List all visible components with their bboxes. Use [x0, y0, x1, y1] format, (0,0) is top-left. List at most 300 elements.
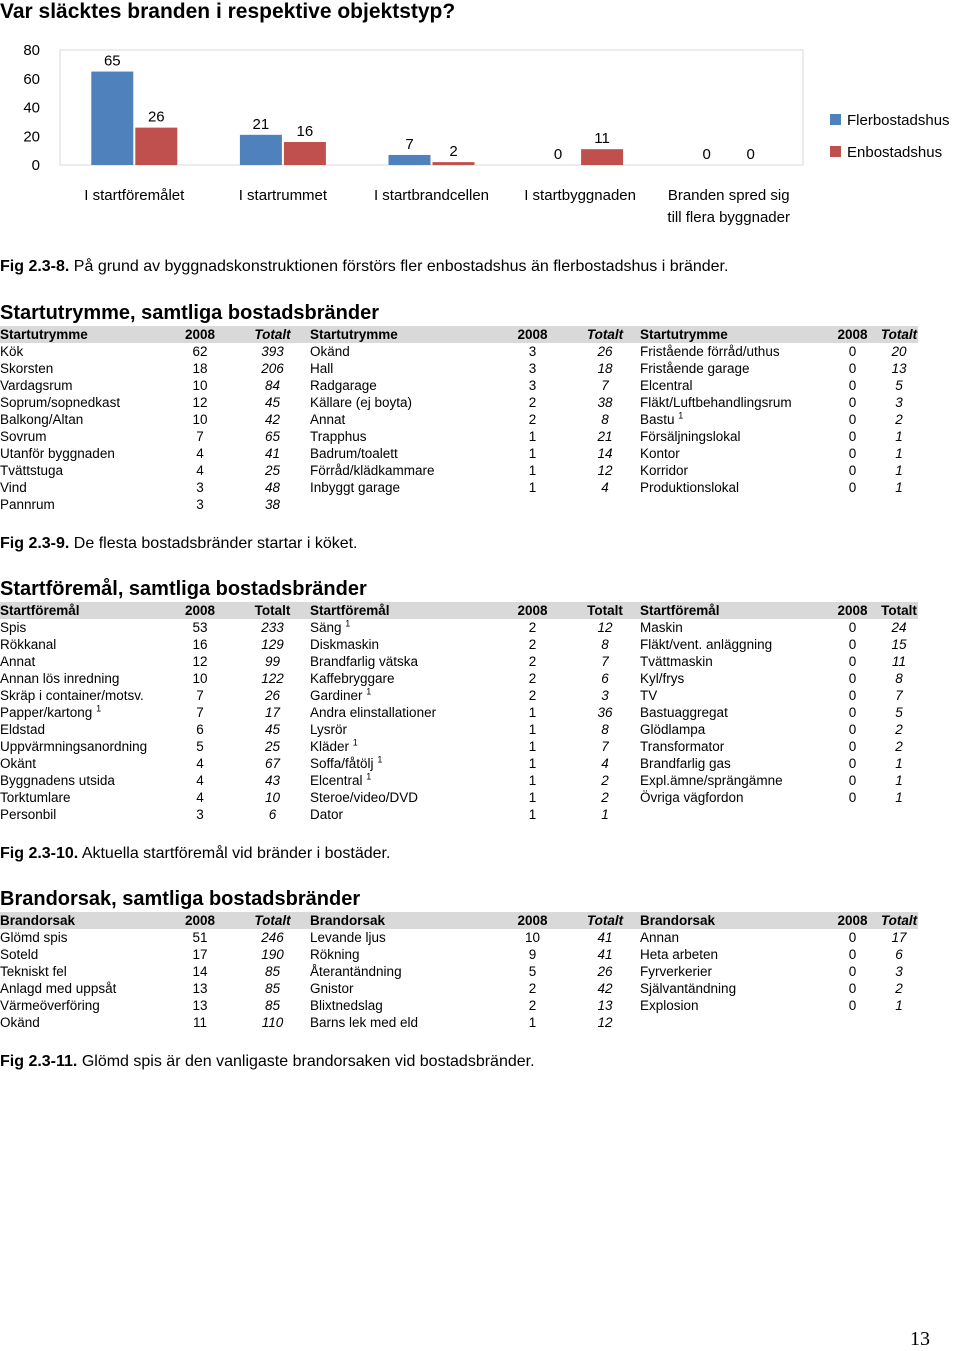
table-cell — [235, 755, 310, 772]
cell-text: Levande ljus — [310, 930, 386, 945]
table-cell — [495, 789, 570, 806]
table-row — [0, 755, 918, 772]
table-cell — [880, 980, 918, 997]
table-startforemal — [0, 602, 918, 823]
table-cell — [310, 394, 495, 411]
table-cell — [640, 1014, 825, 1031]
cell-text: 45 — [264, 395, 281, 410]
cell-text: 2 — [528, 654, 537, 669]
cell-text: Transformator — [640, 739, 725, 754]
table-cell — [880, 479, 918, 496]
cell-text: 12 — [597, 1015, 613, 1030]
cell-text: 110 — [261, 1015, 284, 1030]
table-cell — [880, 721, 918, 738]
table-cell — [570, 360, 640, 377]
table-header-row — [0, 326, 918, 343]
y-tick-label: 20 — [23, 128, 40, 146]
table-cell — [880, 946, 918, 963]
table-cell — [495, 738, 570, 755]
table-cell — [825, 479, 880, 496]
table-cell — [495, 929, 570, 946]
cell-text: 0 — [848, 705, 857, 720]
table-cell — [310, 704, 495, 721]
bar-enbostadshus — [284, 142, 326, 165]
column-header: 2008 — [495, 602, 570, 619]
cell-text: 1 — [528, 446, 537, 461]
table-row — [0, 997, 918, 1014]
column-header: Startutrymme — [310, 326, 495, 343]
figure-label: Fig 2.3-9. — [0, 535, 70, 552]
cell-text: Sovrum — [0, 429, 47, 444]
table-cell — [0, 1014, 165, 1031]
table-cell — [880, 394, 918, 411]
cell-text: 2 — [601, 790, 609, 805]
cell-text: Uppvärmningsanordning — [0, 739, 148, 754]
table-cell — [0, 670, 165, 687]
table-cell — [165, 997, 235, 1014]
cell-text: 0 — [848, 964, 857, 979]
table-cell — [880, 445, 918, 462]
column-header: Startföremål — [310, 602, 495, 619]
cell-text: 5 — [895, 705, 903, 720]
table-cell — [495, 721, 570, 738]
cell-text: 38 — [264, 497, 281, 512]
cell-text: 3 — [528, 344, 537, 359]
table-cell — [825, 377, 880, 394]
cell-text: 11 — [192, 1015, 207, 1030]
bar-enbostadshus — [581, 149, 623, 165]
table-cell — [880, 772, 918, 789]
cell-text: 2 — [601, 773, 609, 788]
table-cell — [825, 462, 880, 479]
table-cell — [880, 377, 918, 394]
table-cell — [570, 428, 640, 445]
table-cell — [495, 462, 570, 479]
table-cell — [880, 789, 918, 806]
legend-label: Enbostadshus — [847, 144, 943, 161]
table-row — [0, 772, 918, 789]
table-cell — [825, 980, 880, 997]
cell-text: Gardiner — [310, 688, 363, 703]
cell-text: 11 — [891, 654, 906, 669]
column-header: Totalt — [880, 913, 918, 928]
cell-text: 7 — [895, 688, 903, 703]
table-cell — [0, 946, 165, 963]
table-cell — [570, 394, 640, 411]
table-cell — [640, 755, 825, 772]
cell-text: Annat — [0, 654, 36, 669]
cell-text: 10 — [524, 930, 541, 945]
cell-text: TV — [640, 688, 658, 703]
cell-text: 0 — [848, 620, 857, 635]
table-cell — [495, 619, 570, 636]
cell-text: 65 — [264, 429, 281, 444]
table-cell — [880, 619, 918, 636]
cell-text: 42 — [597, 981, 613, 996]
cell-text: 1 — [528, 773, 537, 788]
table-cell — [235, 636, 310, 653]
table-title-startforemal: Startföremål, samtliga bostadsbränder — [0, 578, 367, 600]
table-cell — [165, 360, 235, 377]
cell-text: 13 — [192, 981, 208, 996]
cell-text: Andra elinstallationer — [310, 705, 437, 720]
footnote-marker: 1 — [678, 411, 684, 421]
cell-text: 0 — [848, 480, 857, 495]
table-cell — [640, 963, 825, 980]
table-cell — [880, 704, 918, 721]
cell-text: 13 — [597, 998, 613, 1013]
cell-text: Produktionslokal — [640, 480, 740, 495]
cell-text: Källare (ej boyta) — [310, 395, 413, 410]
table-cell — [570, 806, 640, 823]
cell-text: Glödlampa — [640, 722, 706, 737]
table-cell — [165, 704, 235, 721]
table-cell — [165, 496, 235, 513]
cell-text: 13 — [891, 361, 907, 376]
cell-text: 246 — [261, 930, 284, 945]
table-cell — [310, 963, 495, 980]
table-cell — [310, 653, 495, 670]
table-cell — [570, 946, 640, 963]
cell-text: 8 — [601, 722, 609, 737]
table-cell — [880, 462, 918, 479]
table-header-row — [0, 602, 918, 619]
table-cell — [310, 980, 495, 997]
table-cell — [0, 462, 165, 479]
table-cell — [495, 377, 570, 394]
column-header: 2008 — [825, 912, 880, 929]
table-cell — [825, 636, 880, 653]
table-cell — [640, 997, 825, 1014]
table-cell — [310, 721, 495, 738]
cell-text: 9 — [528, 947, 537, 962]
figure-caption-2-3-8 — [0, 258, 728, 276]
table-cell — [495, 755, 570, 772]
cell-text: Skräp i container/motsv. — [0, 688, 144, 703]
table-cell — [495, 428, 570, 445]
table-cell — [640, 619, 825, 636]
column-header: 2008 — [825, 326, 880, 343]
table-cell — [880, 687, 918, 704]
cell-text: 4 — [196, 773, 204, 788]
column-header: 2008 — [165, 602, 235, 619]
table-cell — [0, 980, 165, 997]
column-header: Totalt — [570, 326, 640, 343]
table-cell — [165, 619, 235, 636]
cell-text: 1 — [895, 429, 903, 444]
table-cell — [235, 929, 310, 946]
y-tick-label: 40 — [23, 99, 40, 117]
cell-text: 85 — [264, 964, 281, 979]
table-cell — [640, 479, 825, 496]
cell-text: 2 — [528, 412, 537, 427]
table-cell — [235, 619, 310, 636]
column-header: Totalt — [881, 603, 917, 618]
y-tick-label: 0 — [31, 157, 40, 174]
table-cell — [570, 738, 640, 755]
table-cell — [310, 636, 495, 653]
table-row — [0, 445, 918, 462]
cell-text: 3 — [895, 964, 903, 979]
cell-text: 14 — [597, 446, 613, 461]
cell-text: 8 — [601, 637, 609, 652]
cell-text: 7 — [601, 378, 609, 393]
cell-text: 17 — [264, 705, 281, 720]
table-row — [0, 1014, 918, 1031]
cell-text: Elcentral — [640, 378, 693, 393]
table-cell — [640, 772, 825, 789]
cell-text: 15 — [891, 637, 907, 652]
y-tick-label: 80 — [23, 42, 40, 59]
cell-text: Annan lös inredning — [0, 671, 120, 686]
footnote-marker: 1 — [366, 772, 372, 782]
cell-text: 1 — [895, 998, 903, 1013]
cell-text: 7 — [196, 429, 204, 444]
cell-text: 6 — [268, 807, 277, 822]
bar-flerbostadshus — [91, 72, 133, 165]
page-heading: Var släcktes branden i respektive objektstyp? — [0, 0, 456, 23]
cell-text: 1 — [528, 1015, 537, 1030]
table-cell — [880, 360, 918, 377]
table-row — [0, 360, 918, 377]
cell-text: 0 — [848, 344, 857, 359]
cell-text: 0 — [848, 981, 857, 996]
table-cell — [235, 772, 310, 789]
table-row — [0, 619, 918, 636]
cell-text: Tvättmaskin — [640, 654, 713, 669]
cell-text: Kök — [0, 344, 24, 359]
table-cell — [495, 636, 570, 653]
cell-text: Spis — [0, 620, 27, 635]
legend-label: Flerbostadshus — [847, 112, 950, 129]
cell-text: 5 — [528, 964, 537, 979]
cell-text: 2 — [895, 739, 903, 754]
cell-text: Fristående förråd/uthus — [640, 344, 780, 359]
cell-text: 1 — [895, 790, 903, 805]
table-cell — [495, 997, 570, 1014]
cell-text: 24 — [891, 620, 907, 635]
cell-text: 5 — [196, 739, 204, 754]
table-cell — [640, 806, 825, 823]
table-cell — [235, 394, 310, 411]
column-header: Totalt — [235, 602, 310, 619]
cell-text: Eldstad — [0, 722, 46, 737]
cell-text: Återantändning — [310, 964, 402, 979]
table-cell — [0, 428, 165, 445]
cell-text: 5 — [895, 378, 903, 393]
table-row — [0, 462, 918, 479]
table-cell — [825, 394, 880, 411]
table-cell — [570, 704, 640, 721]
cell-text: 26 — [264, 688, 281, 703]
table-cell — [570, 997, 640, 1014]
column-header: Totalt — [880, 327, 918, 342]
table-cell — [310, 343, 495, 360]
table-cell — [310, 755, 495, 772]
cell-text: 3 — [196, 807, 204, 822]
table-cell — [235, 411, 310, 428]
cell-text: Maskin — [640, 620, 683, 635]
column-header: Totalt — [570, 912, 640, 929]
cell-text: 85 — [264, 998, 281, 1013]
table-cell — [570, 929, 640, 946]
table-cell — [825, 789, 880, 806]
cell-text: 2 — [528, 395, 537, 410]
table-cell — [880, 738, 918, 755]
cell-text: 2 — [528, 688, 537, 703]
table-cell — [235, 428, 310, 445]
table-cell — [825, 496, 880, 513]
cell-text: 0 — [848, 463, 857, 478]
table-cell — [570, 496, 640, 513]
table-cell — [495, 496, 570, 513]
table-cell — [570, 772, 640, 789]
cell-text: Annan — [640, 930, 680, 945]
table-cell — [0, 704, 165, 721]
cell-text: 38 — [597, 395, 613, 410]
cell-text: Soteld — [0, 947, 39, 962]
table-cell — [640, 704, 825, 721]
cell-text: 4 — [601, 756, 609, 771]
table-cell — [570, 755, 640, 772]
table-cell — [235, 963, 310, 980]
table-row — [0, 670, 918, 687]
cell-text: Tekniskt fel — [0, 964, 67, 979]
cell-text: 84 — [264, 378, 281, 393]
table-cell — [570, 377, 640, 394]
x-tick-label: I startrummet — [238, 187, 328, 204]
table-cell — [165, 755, 235, 772]
cell-text: 13 — [192, 998, 208, 1013]
cell-text: 4 — [601, 480, 609, 495]
table-row — [0, 479, 918, 496]
cell-text: 0 — [848, 446, 857, 461]
table-row — [0, 653, 918, 670]
table-cell — [310, 462, 495, 479]
table-cell — [0, 721, 165, 738]
cell-text: Kyl/frys — [640, 671, 685, 686]
table-cell — [165, 789, 235, 806]
cell-text: 0 — [848, 930, 857, 945]
cell-text: Brandfarlig gas — [640, 756, 731, 771]
table-cell — [570, 721, 640, 738]
figure-label: Fig 2.3-8. — [0, 258, 70, 275]
cell-text: Fyrverkerier — [640, 964, 713, 979]
cell-text: 4 — [196, 756, 204, 771]
table-cell — [235, 479, 310, 496]
table-title-startutrymme: Startutrymme, samtliga bostadsbränder — [0, 302, 379, 324]
table-cell — [880, 997, 918, 1014]
cell-text: 2 — [528, 671, 537, 686]
table-cell — [0, 377, 165, 394]
cell-text: 2 — [528, 998, 537, 1013]
cell-text: 3 — [528, 378, 537, 393]
cell-text: 7 — [601, 739, 609, 754]
data-label: 21 — [252, 115, 270, 133]
cell-text: Värmeöverföring — [0, 998, 100, 1013]
cell-text: 1 — [895, 463, 903, 478]
table-cell — [0, 636, 165, 653]
table-cell — [235, 980, 310, 997]
table-cell — [235, 670, 310, 687]
table-cell — [825, 1014, 880, 1031]
table-header-row — [0, 912, 918, 929]
table-cell — [310, 806, 495, 823]
table-row — [0, 789, 918, 806]
cell-text: Rökning — [310, 947, 360, 962]
cell-text: Torktumlare — [0, 790, 71, 805]
cell-text: 2 — [528, 637, 537, 652]
figure-label: Fig 2.3-10. — [0, 845, 79, 862]
table-cell — [235, 462, 310, 479]
cell-text: 4 — [196, 446, 204, 461]
table-row — [0, 980, 918, 997]
table-cell — [640, 721, 825, 738]
data-label: 11 — [594, 130, 610, 148]
cell-text: 1 — [895, 480, 903, 495]
cell-text: 62 — [192, 344, 208, 359]
table-cell — [0, 929, 165, 946]
cell-text: 21 — [597, 429, 613, 444]
cell-text: 25 — [264, 463, 281, 478]
cell-text: 0 — [848, 429, 857, 444]
table-cell — [825, 411, 880, 428]
table-cell — [310, 946, 495, 963]
figure-caption-2-3-9 — [0, 535, 358, 553]
cell-text: 3 — [528, 361, 537, 376]
cell-text: 2 — [528, 981, 537, 996]
table-cell — [640, 653, 825, 670]
table-cell — [165, 929, 235, 946]
cell-text: 51 — [192, 930, 208, 945]
cell-text: Bastu — [640, 412, 675, 427]
cell-text: 6 — [196, 722, 204, 737]
table-cell — [880, 963, 918, 980]
table-cell — [310, 687, 495, 704]
cell-text: Lysrör — [310, 722, 348, 737]
cell-text: 36 — [597, 705, 613, 720]
table-cell — [880, 1014, 918, 1031]
table-cell — [310, 929, 495, 946]
table-cell — [0, 343, 165, 360]
table-cell — [640, 980, 825, 997]
x-tick-label: till flera byggnader — [667, 209, 790, 226]
cell-text: Inbyggt garage — [310, 480, 401, 495]
cell-text: 0 — [848, 773, 857, 788]
table-cell — [640, 462, 825, 479]
table-cell — [0, 445, 165, 462]
cell-text: 0 — [848, 637, 857, 652]
cell-text: Hall — [310, 361, 334, 376]
table-cell — [165, 394, 235, 411]
footnote-marker: 1 — [345, 619, 351, 629]
table-cell — [640, 687, 825, 704]
cell-text: 7 — [196, 705, 204, 720]
table-cell — [165, 980, 235, 997]
table-row — [0, 428, 918, 445]
cell-text: 190 — [261, 947, 284, 962]
table-row — [0, 377, 918, 394]
table-cell — [165, 411, 235, 428]
table-cell — [235, 496, 310, 513]
cell-text: 12 — [597, 463, 613, 478]
table-cell — [165, 721, 235, 738]
cell-text: 206 — [261, 361, 284, 376]
cell-text: 0 — [848, 739, 857, 754]
cell-text: Anlagd med uppsåt — [0, 981, 117, 996]
table-cell — [495, 963, 570, 980]
cell-text: Steroe/video/DVD — [310, 790, 419, 805]
